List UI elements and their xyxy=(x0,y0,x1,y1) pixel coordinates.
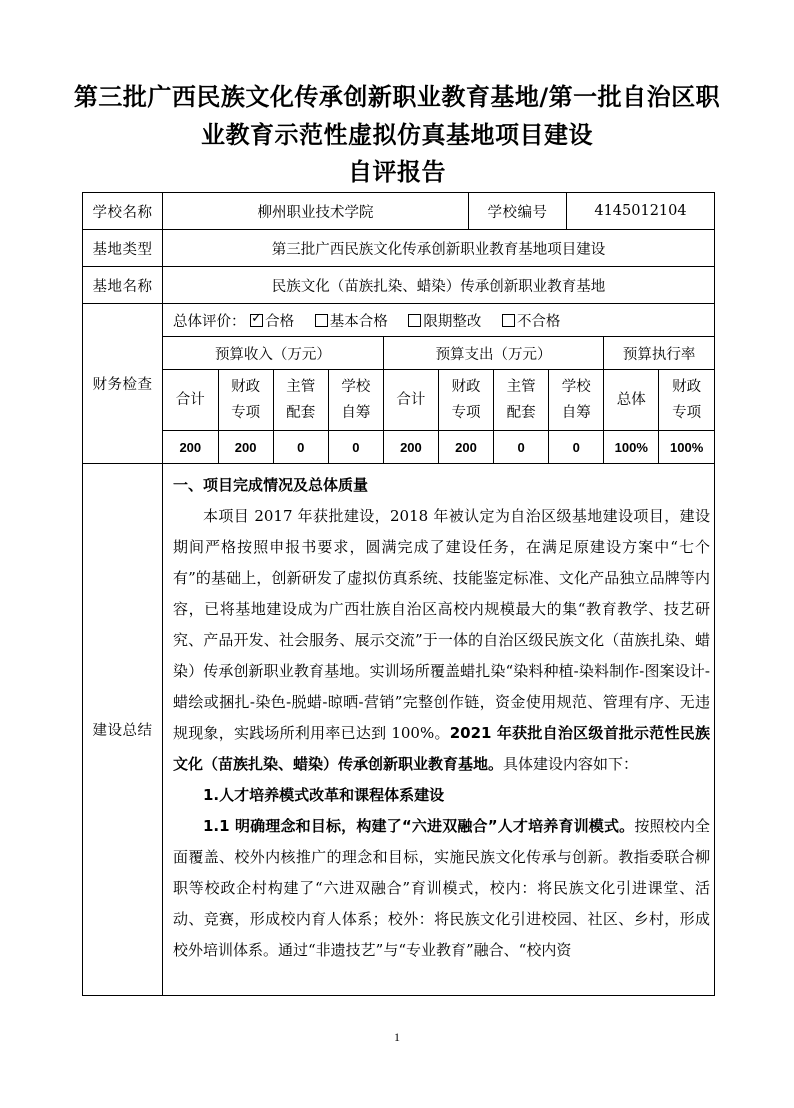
income-col-header: 学校自筹 xyxy=(328,370,383,431)
school-code-value: 4145012104 xyxy=(567,193,715,230)
budget-expense-header: 预算支出（万元） xyxy=(383,337,603,370)
base-name-label: 基地名称 xyxy=(83,267,163,304)
expense-col-header: 合计 xyxy=(383,370,438,431)
summary-paragraph: 本项目 2017 年获批建设，2018 年被认定为自治区级基地建设项目，建设期间严格按照申报书要求，圆满完成了建设任务，在满足原建设方案中“七个有”的基础上，创新研发了虚拟仿真系统、技能鉴定标准、文化产品独立品牌等内容，已将基地建设成为广西壮族自治区高校内规模最大的集“教育教学、技艺研究、产品开发、社会服务、展示交流”于一体的自治区级民族文化（苗族扎染、蜡染）传承创新职业教育基地。实训场所覆盖蜡扎染“染料种植-染料制作-图案设计-蜡绘或捆扎-染色-脱蜡-晾晒-营销”完整创作链，资金使用规范、管理有序、无违规现象，实践场所利用率已达到 100%。2021 年获批自治区级首批示范性民族文化（苗族扎染、蜡染）传承创新职业教育基地。具体建设内容如下： xyxy=(173,507,710,773)
value-cell: 0 xyxy=(273,431,328,464)
option-basically-qualified[interactable]: 基本合格 xyxy=(315,314,388,330)
finance-label: 财务检查 xyxy=(83,304,163,464)
checkbox-icon xyxy=(315,314,328,327)
option-qualified[interactable]: ✓ 合格 xyxy=(250,314,294,330)
school-code-label: 学校编号 xyxy=(469,193,567,230)
base-name-row xyxy=(83,267,715,304)
school-name-label: 学校名称 xyxy=(83,193,163,230)
budget-header-row xyxy=(163,337,714,370)
value-cell: 100% xyxy=(604,431,659,464)
report-title-line-1: 第三批广西民族文化传承创新职业教育基地/第一批自治区职 xyxy=(73,83,721,111)
base-type-label: 基地类型 xyxy=(83,230,163,267)
checked-checkbox-icon xyxy=(250,314,263,327)
overall-evaluation xyxy=(163,304,714,337)
subsection-heading: 1.人才培养模式改革和课程体系建设 xyxy=(203,786,445,804)
income-col-header: 主管配套 xyxy=(273,370,328,431)
checkbox-icon xyxy=(408,314,421,327)
income-col-header: 财政专项 xyxy=(218,370,273,431)
budget-rate-header: 预算执行率 xyxy=(604,337,714,370)
checkbox-icon xyxy=(502,314,515,327)
report-table xyxy=(82,192,715,996)
finance-table xyxy=(163,304,714,463)
value-cell: 200 xyxy=(218,431,273,464)
value-cell: 200 xyxy=(383,431,438,464)
expense-col-header: 财政专项 xyxy=(438,370,493,431)
finance-section xyxy=(163,304,715,464)
report-title-line-3: 自评报告 xyxy=(348,158,446,186)
summary-paragraph: 1.1 明确理念和目标，构建了“六进双融合”人才培养育训模式。按照校内全面覆盖、校外内核推广的理念和目标，实施民族文化传承与创新。教指委联合柳职等校政企村构建了“六进双融合”育训模式，校内：将民族文化引进课堂、活动、竞赛，形成校内育人体系；校外：将民族文化引进校园、社区、乡村，形成校外培训体系。通过“非遗技艺”与“专业教育”融合、“校内资 xyxy=(173,817,710,959)
finance-row xyxy=(83,304,715,464)
school-name-value: 柳州职业技术学院 xyxy=(163,193,469,230)
budget-values-row xyxy=(163,431,714,464)
rate-col-header: 财政专项 xyxy=(659,370,714,431)
bold-highlight: 1.1 明确理念和目标，构建了“六进双融合”人才培养育训模式。 xyxy=(203,817,635,835)
section-heading: 一、项目完成情况及总体质量 xyxy=(173,476,369,494)
summary-row xyxy=(83,464,715,996)
value-cell: 0 xyxy=(494,431,549,464)
base-type-value: 第三批广西民族文化传承创新职业教育基地项目建设 xyxy=(163,230,715,267)
value-cell: 100% xyxy=(659,431,714,464)
rate-col-header: 总体 xyxy=(604,370,659,431)
budget-subheader-row xyxy=(163,370,714,431)
value-cell: 200 xyxy=(438,431,493,464)
expense-col-header: 学校自筹 xyxy=(549,370,604,431)
option-unqualified[interactable]: 不合格 xyxy=(502,314,561,330)
value-cell: 0 xyxy=(328,431,383,464)
expense-col-header: 主管配套 xyxy=(494,370,549,431)
evaluation-label: 总体评价： xyxy=(173,313,246,330)
base-name-value: 民族文化（苗族扎染、蜡染）传承创新职业教育基地 xyxy=(163,267,715,304)
base-type-row xyxy=(83,230,715,267)
bold-highlight: 2021 年获批自治区级首批示范性民族文化（苗族扎染、蜡染）传承创新职业教育基地。 xyxy=(173,724,710,773)
value-cell: 200 xyxy=(163,431,218,464)
option-rectify-within-deadline[interactable]: 限期整改 xyxy=(408,314,481,330)
page-number: 1 xyxy=(394,1030,400,1044)
school-row xyxy=(83,193,715,230)
value-cell: 0 xyxy=(549,431,604,464)
income-col-header: 合计 xyxy=(163,370,218,431)
budget-income-header: 预算收入（万元） xyxy=(163,337,383,370)
overall-evaluation-row xyxy=(163,304,714,337)
summary-content xyxy=(163,464,715,996)
report-title-line-2: 业教育示范性虚拟仿真基地项目建设 xyxy=(201,121,593,149)
summary-label: 建设总结 xyxy=(83,464,163,996)
